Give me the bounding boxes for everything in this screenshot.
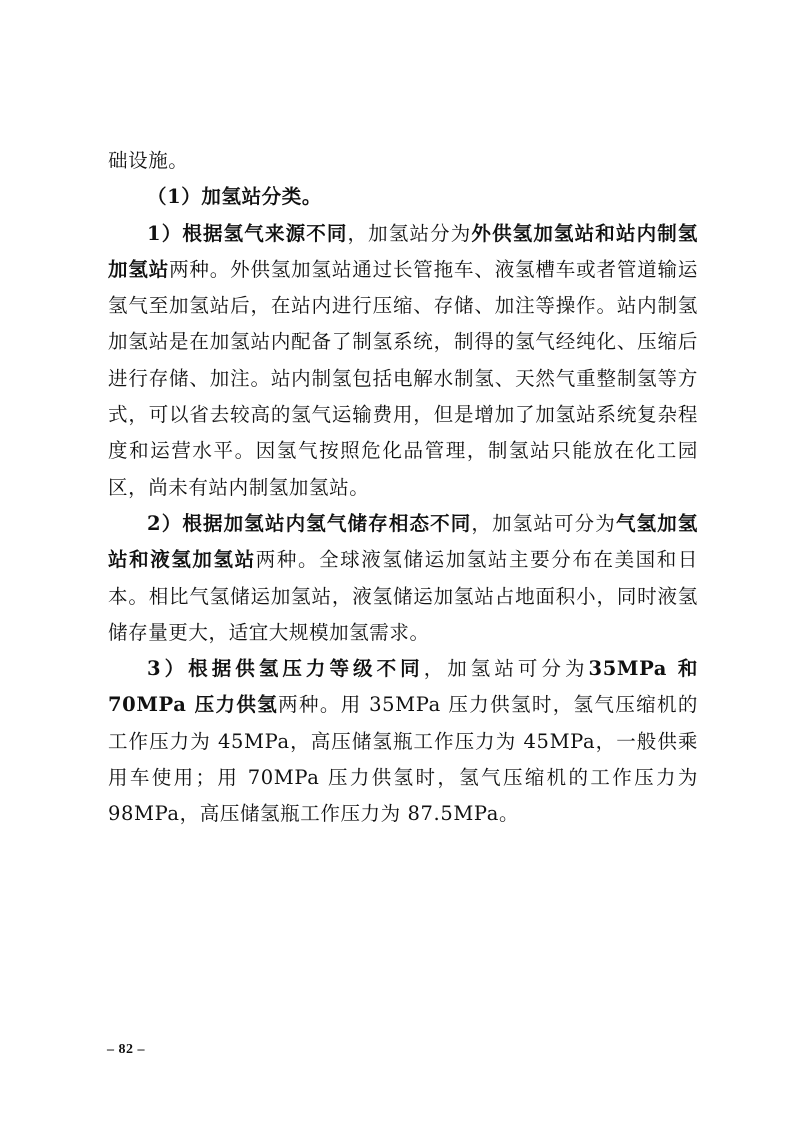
paragraph-text: 两种。外供氢加氢站通过长管拖车、液氢槽车或者管道输运氢气至加氢站后，在站内进行压缩、存储、加注等操作。站内制氢加氢站是在加氢站内配备了制氢系统，制得的氢气经纯化、压缩后进行存储、加注。站内制氢包括电解水制氢、天然气重整制氢等方式，可以省去较高的氢气运输费用，但是增加了加氢站系统复杂程度和运营水平。因氢气按照危化品管理，制氢站只能放在化工园区，尚未有站内制氢加氢站。 xyxy=(108,257,698,499)
paragraph-continuation: 础设施。 xyxy=(108,149,189,172)
paragraph-emphasis: 外供氢加氢站和站内制氢加氢站 xyxy=(108,221,698,281)
paragraph-text: ，加氢站可分为 xyxy=(423,657,589,681)
paragraph-lead: 1）根据氢气来源不同 xyxy=(147,221,348,245)
section-heading: （1）加氢站分类。 xyxy=(147,185,322,209)
page-number: – 82 – xyxy=(107,1042,145,1057)
paragraph-text: 两种。用 35MPa 压力供氢时，氢气压缩机的工作压力为 45MPa，高压储氢瓶工作压力为 45MPa，一般供乘用车使用；用 70MPa 压力供氢时，氢气压缩机的工作压力为 98MPa，高压储氢瓶工作压力为 87.5MPa。 xyxy=(108,693,698,826)
paragraph-emphasis: 35MPa 和 70MPa 压力供氢 xyxy=(108,657,698,717)
paragraph-hydrogen-source xyxy=(108,216,698,506)
paragraph-text: 两种。全球液氢储运加氢站主要分布在美国和日本。相比气氢储运加氢站，液氢储运加氢站占地面积小，同时液氢储存量更大，适宜大规模加氢需求。 xyxy=(108,548,698,644)
paragraph-text: ，加氢站分为 xyxy=(347,221,472,245)
paragraph-lead: 3）根据供氢压力等级不同 xyxy=(147,657,424,681)
paragraph-emphasis: 气氢加氢站和液氢加氢站 xyxy=(108,511,698,572)
paragraph-lead: 2）根据加氢站内氢气储存相态不同 xyxy=(147,511,472,535)
paragraph-text: ，加氢站可分为 xyxy=(471,511,616,535)
paragraph-supply-pressure xyxy=(108,651,698,832)
paragraph-storage-phase xyxy=(108,506,698,651)
body-text xyxy=(108,143,698,833)
